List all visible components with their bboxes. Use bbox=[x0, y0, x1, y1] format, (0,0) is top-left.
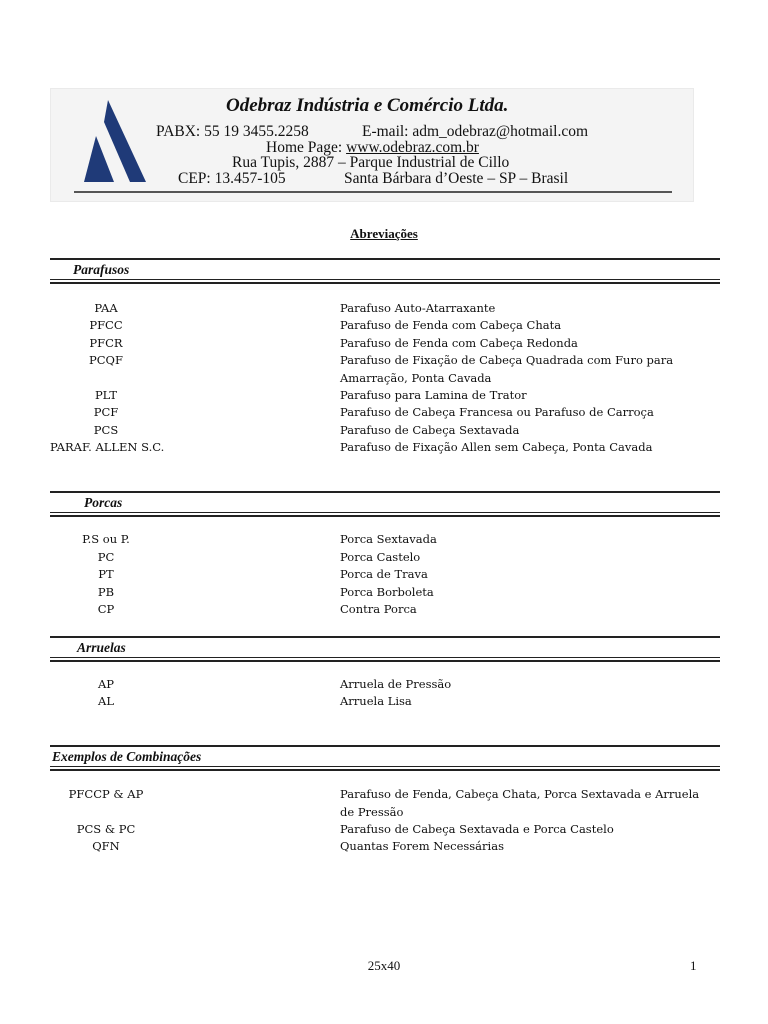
abbr-code: PFCC bbox=[89, 318, 123, 332]
homepage-link[interactable]: www.odebraz.com.br bbox=[346, 139, 479, 156]
abbr-code: PT bbox=[98, 567, 114, 581]
cep-line: CEP: 13.457-105 bbox=[178, 170, 286, 187]
section-title-arruelas: Arruelas bbox=[77, 640, 126, 655]
abbr-description: Quantas Forem Necessárias bbox=[340, 839, 504, 853]
section-rule bbox=[50, 512, 720, 513]
abbr-description: Porca Sextavada bbox=[340, 532, 437, 546]
section-rule bbox=[50, 279, 720, 280]
section-rule bbox=[50, 766, 720, 767]
abbr-code: P.S ou P. bbox=[82, 532, 130, 546]
email-line: E-mail: adm_odebraz@hotmail.com bbox=[362, 123, 589, 140]
abbr-code: CP bbox=[97, 602, 115, 616]
abbr-code: PCS bbox=[93, 423, 119, 437]
abbr-code: PFCCP & AP bbox=[68, 787, 144, 801]
abbr-description: Parafuso Auto-Atarraxante bbox=[340, 301, 496, 315]
address-line: Rua Tupis, 2887 – Parque Industrial de Cillo bbox=[232, 154, 510, 171]
homepage-label: Home Page: bbox=[266, 139, 343, 156]
abbr-code: PLT bbox=[94, 388, 118, 402]
abbr-description: Parafuso de Fenda, Cabeça Chata, Porca Sextavada e Arruela bbox=[340, 787, 700, 801]
abbr-description: Parafuso de Fixação de Cabeça Quadrada com Furo para bbox=[340, 353, 674, 367]
abbr-code: PCS & PC bbox=[76, 822, 136, 836]
abbr-description: Parafuso de Fenda com Cabeça Chata bbox=[340, 318, 562, 332]
abbr-code: AP bbox=[97, 677, 115, 691]
abbr-code: AL bbox=[98, 694, 114, 708]
city-line: Santa Bárbara d’Oeste – SP – Brasil bbox=[344, 170, 569, 187]
abbr-description-cont: Amarração, Ponta Cavada bbox=[340, 371, 492, 385]
abbr-description: Arruela de Pressão bbox=[340, 677, 452, 691]
section-title-porcas: Porcas bbox=[84, 495, 123, 510]
abbr-code: PFCR bbox=[89, 336, 123, 350]
abbr-code: PARAF. ALLEN S.C. bbox=[50, 440, 165, 454]
abbr-code: PC bbox=[97, 550, 115, 564]
abbr-description: Porca de Trava bbox=[340, 567, 428, 581]
abbr-code: PCQF bbox=[89, 353, 123, 367]
page-number: 1 bbox=[690, 958, 697, 973]
abbr-description-cont: de Pressão bbox=[340, 805, 404, 819]
abbr-description: Parafuso de Fixação Allen sem Cabeça, Ponta Cavada bbox=[340, 440, 653, 454]
abbr-description: Parafuso de Cabeça Sextavada e Porca Castelo bbox=[340, 822, 614, 836]
page-title: Abreviações bbox=[350, 226, 418, 241]
letterhead-divider bbox=[74, 191, 672, 193]
phone-line: PABX: 55 19 3455.2258 bbox=[156, 123, 309, 140]
company-name: Odebraz Indústria e Comércio Ltda. bbox=[226, 95, 509, 116]
section-rule bbox=[50, 515, 720, 517]
abbr-code: PCF bbox=[93, 405, 119, 419]
section-rule bbox=[50, 769, 720, 771]
section-rule bbox=[50, 660, 720, 662]
section-rule bbox=[50, 282, 720, 284]
abbr-description: Porca Borboleta bbox=[340, 585, 434, 599]
section-rule bbox=[50, 258, 720, 260]
abbr-description: Arruela Lisa bbox=[340, 694, 412, 708]
abbr-description: Porca Castelo bbox=[340, 550, 421, 564]
abbr-code: PB bbox=[97, 585, 115, 599]
abbr-description: Contra Porca bbox=[340, 602, 417, 616]
abbr-description: Parafuso de Cabeça Sextavada bbox=[340, 423, 520, 437]
section-rule bbox=[50, 657, 720, 658]
abbr-code: QFN bbox=[92, 839, 120, 853]
section-title-parafusos: Parafusos bbox=[73, 262, 130, 277]
abbr-description: Parafuso de Cabeça Francesa ou Parafuso de Carroça bbox=[340, 405, 654, 419]
section-rule bbox=[50, 636, 720, 638]
section-rule bbox=[50, 491, 720, 493]
footer-label: 25x40 bbox=[367, 958, 401, 973]
abbr-description: Parafuso para Lamina de Trator bbox=[340, 388, 527, 402]
abbr-code: PAA bbox=[94, 301, 118, 315]
company-logo bbox=[74, 98, 146, 182]
section-rule bbox=[50, 745, 720, 747]
section-title-exemplos: Exemplos de Combinações bbox=[52, 749, 202, 764]
abbr-description: Parafuso de Fenda com Cabeça Redonda bbox=[340, 336, 578, 350]
